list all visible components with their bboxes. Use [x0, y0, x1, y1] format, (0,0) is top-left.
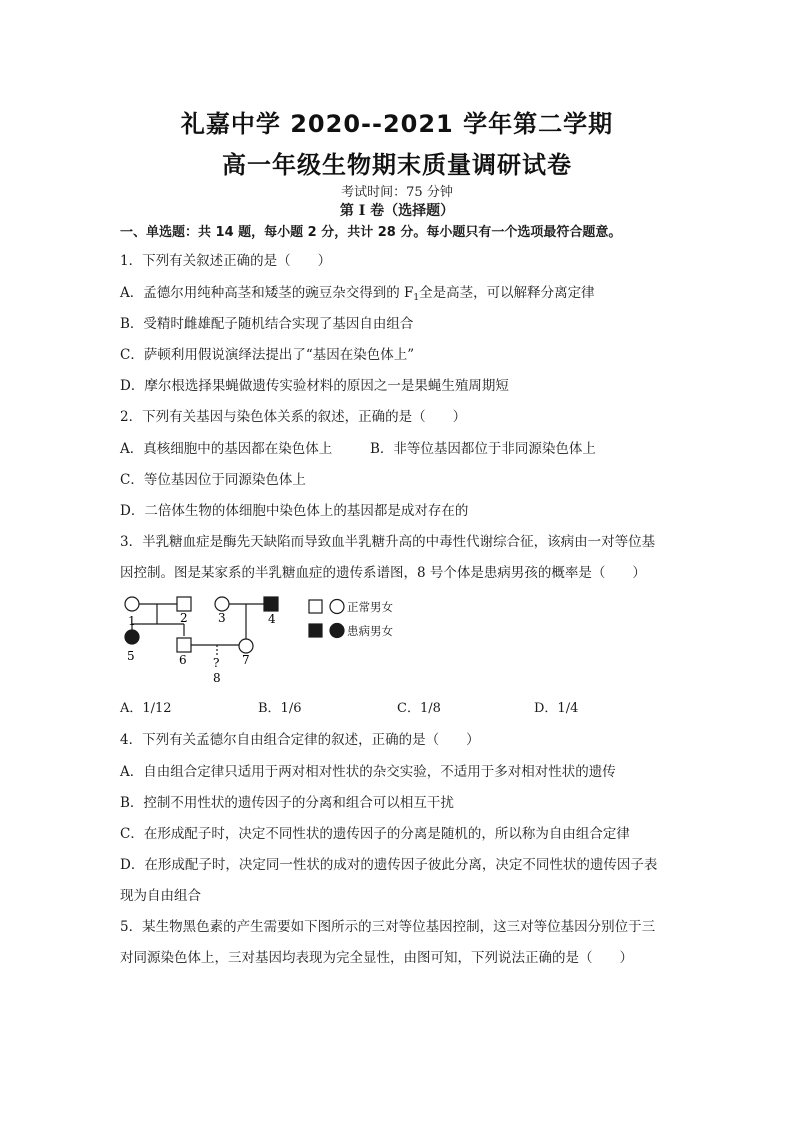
label-2: 2 [180, 611, 188, 625]
q5-stem-line2: 对同源染色体上，三对基因均表现为完全显性，由图可知，下列说法正确的是（ ） [120, 950, 633, 966]
q2-stem: 2．下列有关基因与染色体关系的叙述，正确的是（ ） [120, 409, 467, 425]
label-6: 6 [179, 653, 187, 667]
legend-affected-female [330, 624, 344, 638]
label-1: 1 [128, 614, 136, 628]
q4-option-a: A．自由组合定律只适用于两对相对性状的杂交实验，不适用于多对相对性状的遗传 [120, 764, 616, 780]
individual-4 [264, 597, 278, 611]
legend-affected-label: 患病男女 [347, 624, 393, 638]
label-4: 4 [268, 612, 276, 626]
q3-option-c: C．1/8 [397, 701, 441, 716]
exam-time: 考试时间：75 分钟 [341, 185, 453, 200]
individual-2 [177, 597, 191, 611]
individual-3 [215, 597, 229, 611]
q2-option-c: C．等位基因位于同源染色体上 [120, 472, 306, 488]
individual-6 [177, 638, 191, 652]
label-3: 3 [218, 611, 226, 625]
legend-normal-female [330, 600, 344, 614]
legend-affected-male [309, 624, 322, 637]
q2-option-b: B．非等位基因都位于非同源染色体上 [370, 441, 596, 457]
legend-normal-label: 正常男女 [347, 600, 393, 614]
q4-option-b: B．控制不用性状的遗传因子的分离和组合可以相互干扰 [120, 795, 454, 811]
q1-stem: 1．下列有关叙述正确的是（ ） [120, 253, 332, 269]
q3-option-d: D．1/4 [534, 701, 579, 716]
q3-option-b: B．1/6 [258, 701, 302, 716]
q3-stem-line2: 因控制。图是某家系的半乳糖血症的遗传系谱图，8 号个体是患病男孩的概率是（ ） [120, 565, 646, 581]
q5-stem-line1: 5．某生物黑色素的产生需要如下图所示的三对等位基因控制，这三对等位基因分别位于三 [120, 919, 656, 935]
q3-stem-line1: 3．半乳糖血症是酶先天缺陷而导致血半乳糖升高的中毒性代谢综合征，该病由一对等位基 [120, 534, 656, 550]
q1-option-a [120, 281, 595, 303]
q4-option-d-line1: D．在形成配子时，决定同一性状的成对的遗传因子彼此分离，决定不同性状的遗传因子表 [120, 857, 658, 873]
individual-7 [239, 639, 253, 653]
q4-stem: 4．下列有关孟德尔自由组合定律的叙述，正确的是（ ） [120, 732, 480, 748]
q1-option-a-post: 全是高茎，可以解释分离定律 [419, 285, 595, 301]
q2-option-a: A．真核细胞中的基因都在染色体上 [120, 441, 333, 457]
q1-option-a-sub: 1 [413, 293, 420, 303]
unknown-mark: ? [213, 656, 220, 670]
section-heading: 一、单选题：共 14 题，每小题 2 分，共计 28 分。每小题只有一个选项最符合题意。 [120, 225, 622, 240]
q4-option-c: C．在形成配子时，决定不同性状的遗传因子的分离是随机的，所以称为自由组合定律 [120, 826, 630, 842]
individual-5 [125, 630, 139, 644]
q3-option-a: A．1/12 [120, 701, 172, 716]
school-title: 礼嘉中学 2020--2021 学年第二学期 [180, 110, 614, 138]
individual-1 [125, 597, 139, 611]
legend-normal-male [309, 600, 322, 613]
label-5: 5 [127, 649, 135, 663]
label-7: 7 [242, 653, 250, 667]
q1-option-d: D．摩尔根选择果蝇做遗传实验材料的原因之一是果蝇生殖周期短 [120, 378, 509, 394]
q2-option-d: D．二倍体生物的体细胞中染色体上的基因都是成对存在的 [120, 503, 469, 519]
label-8: 8 [213, 671, 221, 685]
q4-option-d-line2: 现为自由组合 [120, 888, 201, 904]
q1-option-a-pre: A．孟德尔用纯种高茎和矮茎的豌豆杂交得到的 F [120, 285, 414, 301]
q1-option-c: C．萨顿利用假说演绎法提出了“基因在染色体上” [120, 347, 415, 363]
q1-option-b: B．受精时雌雄配子随机结合实现了基因自由组合 [120, 316, 414, 332]
exam-title: 高一年级生物期末质量调研试卷 [222, 151, 572, 179]
volume-heading: 第 I 卷（选择题） [339, 203, 455, 219]
